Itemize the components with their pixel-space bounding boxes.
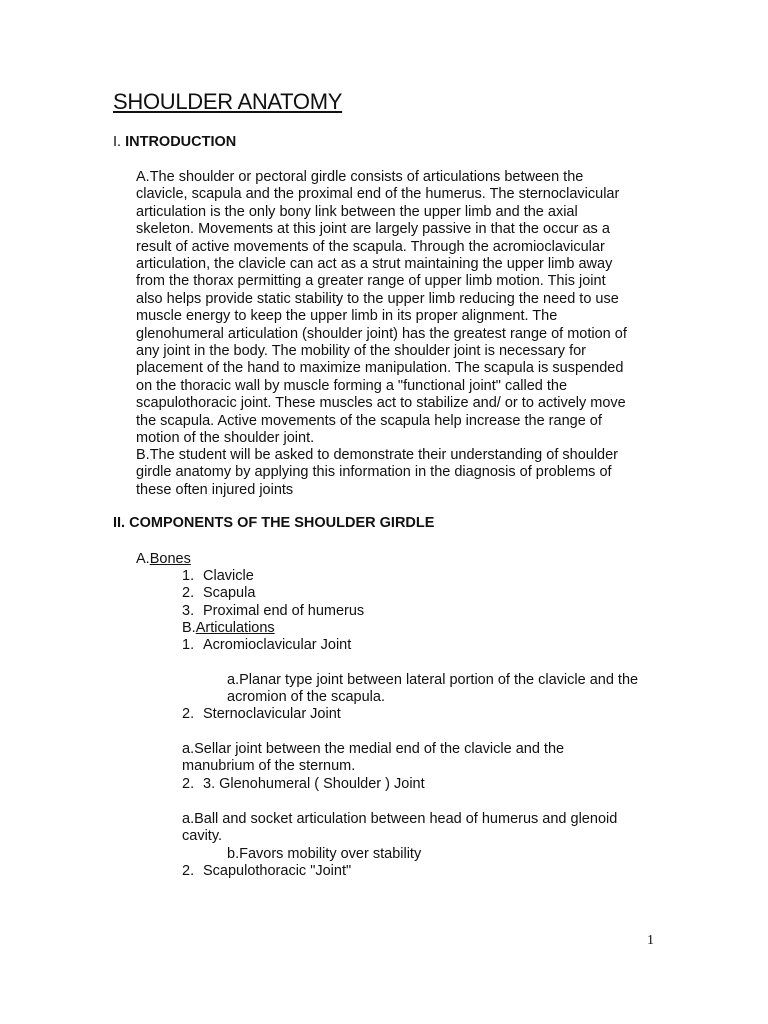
- list-text: Proximal end of humerus: [203, 603, 365, 619]
- list-item: [182, 776, 425, 793]
- paragraph-line: B.The student will be asked to demonstrate their understanding of shoulder: [136, 447, 619, 463]
- paragraph-line: motion of the shoulder joint.: [136, 430, 315, 447]
- paragraph-line: placement of the hand to maximize manipulation. The scapula is suspended: [136, 360, 624, 377]
- list-item: [182, 637, 351, 654]
- paragraph-line: a.Ball and socket articulation between head of humerus and glenoid: [182, 811, 618, 827]
- list-number: 1.: [182, 568, 195, 584]
- list-number: 1.: [182, 637, 195, 653]
- subheading-prefix: B.: [182, 620, 196, 636]
- section-heading-components: [113, 515, 434, 531]
- list-item: [182, 863, 351, 880]
- articulations-subheading: [182, 620, 275, 637]
- articulations-label: Articulations: [195, 620, 275, 636]
- paragraph-line: these often injured joints: [136, 481, 294, 498]
- page-number: 1: [647, 933, 654, 948]
- document-title: SHOULDER ANATOMY: [113, 89, 343, 114]
- paragraph-line: on the thoracic wall by muscle forming a "functional joint" called the: [136, 377, 568, 394]
- paragraph-line: any joint in the body. The mobility of the shoulder joint is necessary for: [136, 343, 587, 360]
- paragraph-line: the scapula. Active movements of the scapula help increase the range of: [136, 412, 602, 429]
- subheading-prefix: A.: [136, 551, 150, 567]
- paragraph-line: clavicle, scapula and the proximal end of the humerus. The sternoclavicular: [136, 186, 620, 203]
- list-text: Scapula: [203, 585, 256, 601]
- paragraph-line: articulation, the clavicle can act as a strut maintaining the upper limb away: [136, 256, 613, 273]
- intro-paragraph-a: [136, 169, 627, 448]
- gh-joint-point-b: b.Favors mobility over stability: [227, 846, 422, 862]
- paragraph-line: glenohumeral articulation (shoulder joint) has the greatest range of motion of: [136, 325, 627, 342]
- paragraph-line: skeleton. Movements at this joint are largely passive in that the occur as a: [136, 221, 610, 238]
- list-text: Acromioclavicular Joint: [203, 637, 352, 653]
- paragraph-line: articulation is the only bony link between the upper limb and the axial: [136, 203, 578, 220]
- paragraph-line: also helps provide static stability to the upper limb reducing the need to use: [136, 290, 619, 307]
- paragraph-line: A.The shoulder or pectoral girdle consists of articulations between the: [136, 169, 584, 185]
- sc-joint-description: [182, 741, 564, 776]
- paragraph-line: manubrium of the sternum.: [182, 758, 356, 775]
- paragraph-line: acromion of the scapula.: [227, 689, 385, 706]
- intro-paragraph-b: [136, 447, 618, 499]
- gh-joint-description: [182, 811, 617, 846]
- section-numeral: I.: [113, 134, 122, 150]
- list-item: [182, 603, 364, 620]
- section-heading-text: INTRODUCTION: [125, 134, 237, 150]
- list-number: 2.: [182, 863, 195, 879]
- paragraph-line: a.Planar type joint between lateral portion of the clavicle and the: [227, 672, 639, 688]
- list-number: 2.: [182, 585, 195, 601]
- list-number: 3.: [182, 603, 195, 619]
- list-text: 3. Glenohumeral ( Shoulder ) Joint: [203, 776, 425, 792]
- paragraph-line: cavity.: [182, 828, 223, 845]
- list-text: Sternoclavicular Joint: [203, 706, 341, 722]
- list-item: [182, 585, 255, 602]
- paragraph-line: from the thorax permitting a greater range of upper limb motion. This joint: [136, 273, 606, 290]
- section-heading-text: II. COMPONENTS OF THE SHOULDER GIRDLE: [113, 515, 435, 531]
- ac-joint-description: [227, 672, 638, 707]
- list-text: Scapulothoracic "Joint": [203, 863, 352, 879]
- paragraph-line: a.Sellar joint between the medial end of the clavicle and the: [182, 741, 565, 757]
- section-heading-introduction: [113, 134, 236, 150]
- paragraph-line: scapulothoracic joint. These muscles act to stabilize and/ or to actively move: [136, 395, 626, 412]
- paragraph-line: result of active movements of the scapula. Through the acromioclavicular: [136, 238, 605, 255]
- bones-label: Bones: [149, 551, 191, 567]
- paragraph-line: muscle energy to keep the upper limb in its proper alignment. The: [136, 308, 558, 325]
- paragraph-line: girdle anatomy by applying this information in the diagnosis of problems of: [136, 464, 612, 481]
- list-text: Clavicle: [203, 568, 254, 584]
- list-item: [182, 706, 341, 723]
- list-number: 2.: [182, 706, 195, 722]
- bones-subheading: [136, 551, 191, 568]
- list-item: [182, 568, 254, 585]
- list-number: 2.: [182, 776, 195, 792]
